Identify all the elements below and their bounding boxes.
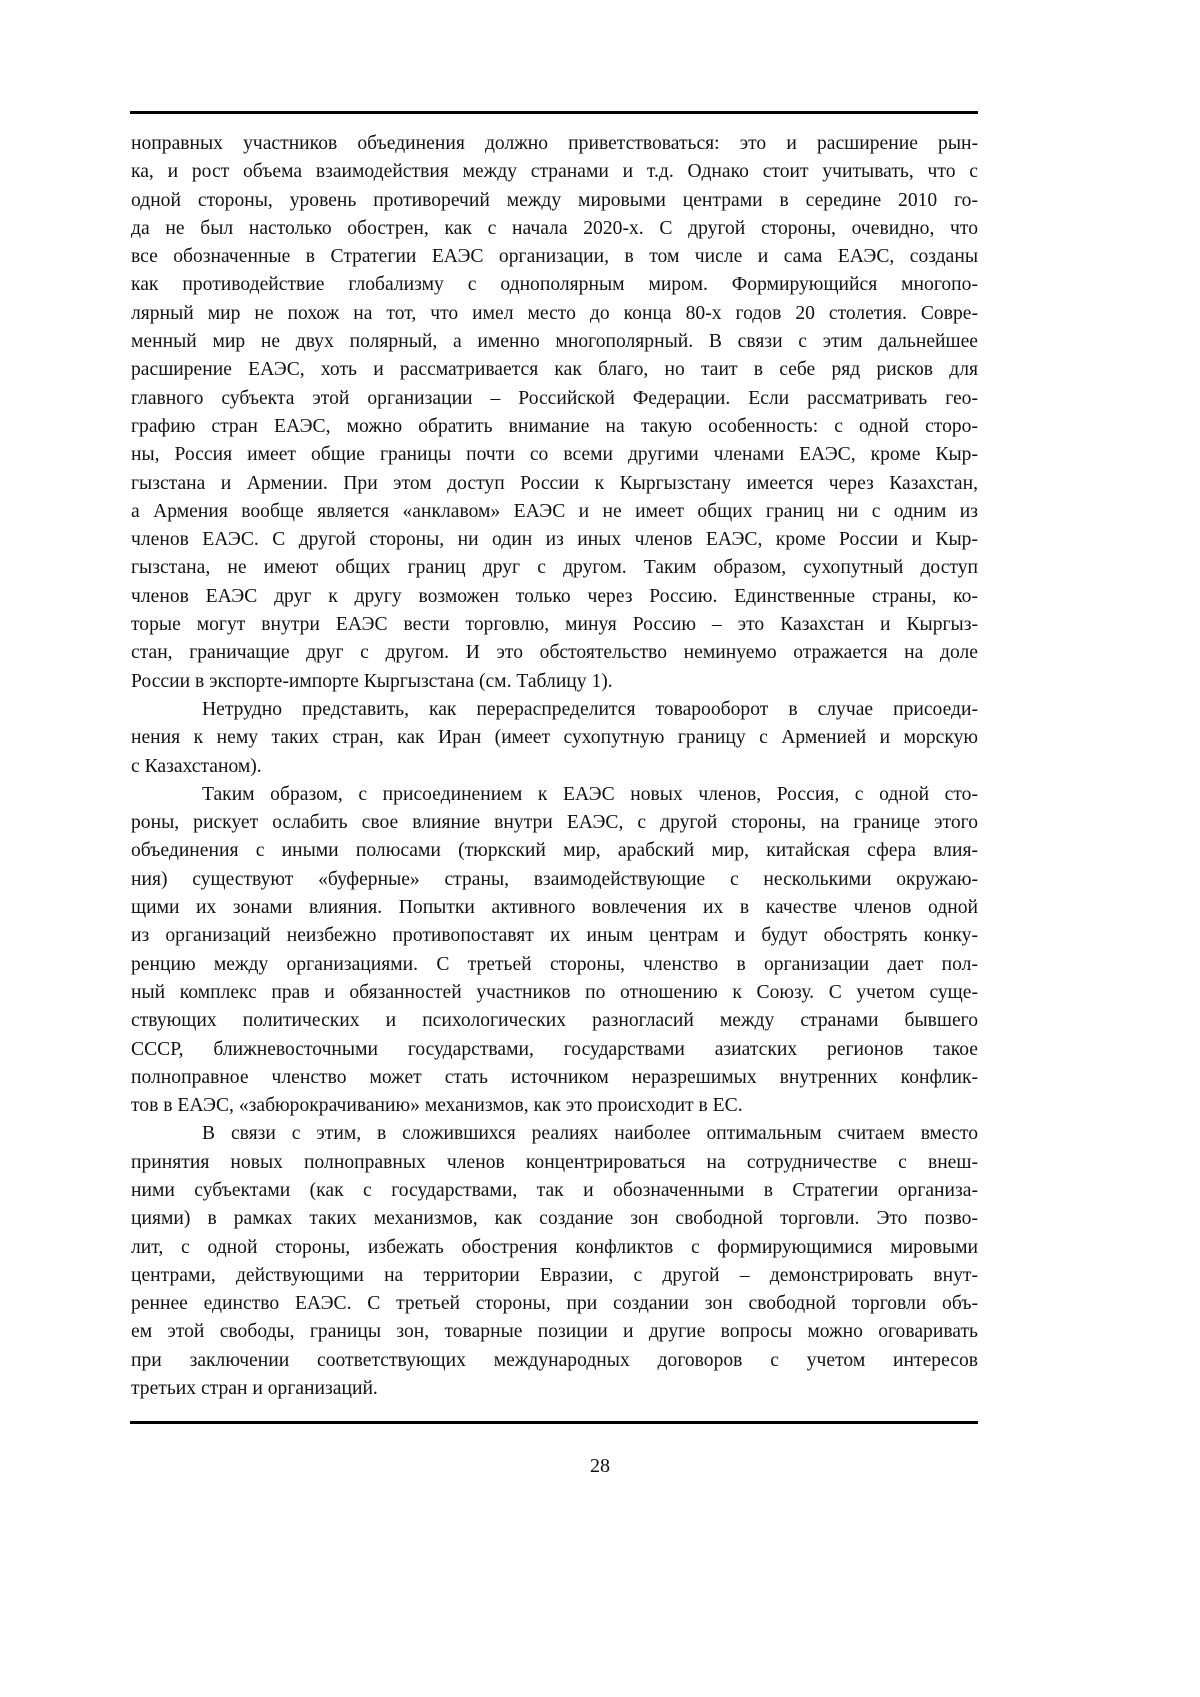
text-line: членов ЕАЭС. С другой стороны, ни один из иных членов ЕАЭС, кроме России и Кыр-: [131, 529, 978, 551]
paragraph: [131, 1120, 978, 1403]
footer-rule: [130, 1421, 978, 1424]
text-line: как противодействие глобализму с однополярным миром. Формирующийся многопо-: [131, 274, 978, 296]
text-line: одной стороны, уровень противоречий между мировыми центрами в середине 2010 го-: [131, 189, 978, 211]
text-line: а Армения вообще является «анклавом» ЕАЭС и не имеет общих границ ни с одним из: [131, 500, 978, 522]
text-line: центрами, действующими на территории Евразии, с другой – демонстрировать внут-: [131, 1264, 978, 1286]
text-line: ния) существуют «буферные» страны, взаимодействующие с несколькими окружаю-: [131, 868, 978, 890]
text-line: щими их зонами влияния. Попытки активного вовлечения их в качестве членов одной: [131, 897, 978, 919]
text-line: ка, и рост объема взаимодействия между странами и т.д. Однако стоит учитывать, что с: [131, 161, 978, 183]
page-number: 28: [590, 1455, 610, 1477]
text-line: ствующих политических и психологических разногласий между странами бывшего: [131, 1010, 978, 1032]
text-line: с Казахстаном).: [131, 755, 262, 777]
text-line: России в экспорте-импорте Кыргызстана (см. Таблицу 1).: [131, 670, 613, 692]
text-line: Нетрудно представить, как перераспределится товарооборот в случае присоеди-: [202, 698, 978, 720]
text-line: главного субъекта этой организации – Российской Федерации. Если рассматривать гео-: [131, 387, 978, 409]
text-line: лит, с одной стороны, избежать обострения конфликтов с формирующимися мировыми: [131, 1236, 978, 1258]
text-line: ними субъектами (как с государствами, так и обозначенными в Стратегии организа-: [131, 1179, 978, 1201]
text-line: гызстана, не имеют общих границ друг с другом. Таким образом, сухопутный доступ: [131, 557, 978, 579]
text-line: В связи с этим, в сложившихся реалиях наиболее оптимальным считаем вместо: [202, 1123, 978, 1145]
header-rule: [130, 111, 978, 114]
text-line: из организаций неизбежно противопоставят их иным центрам и будут обострять конку-: [131, 925, 978, 947]
text-line: полноправное членство может стать источником неразрешимых внутренних конфлик-: [131, 1066, 978, 1088]
text-line: принятия новых полноправных членов концентрироваться на сотрудничестве с внеш-: [131, 1151, 978, 1173]
text-line: расширение ЕАЭС, хоть и рассматривается как благо, но таит в себе ряд рисков для: [131, 359, 978, 381]
text-line: да не был настолько обострен, как с начала 2020-х. С другой стороны, очевидно, что: [131, 217, 978, 239]
text-line: гызстана и Армении. При этом доступ России к Кыргызстану имеется через Казахстан,: [131, 472, 978, 494]
text-line: СССР, ближневосточными государствами, государствами азиатских регионов такое: [131, 1038, 978, 1060]
text-line: ренцию между организациями. С третьей стороны, членство в организации дает пол-: [131, 953, 978, 975]
paragraph: [131, 781, 978, 1121]
text-line: ный комплекс прав и обязанностей участников по отношению к Союзу. С учетом суще-: [131, 981, 978, 1003]
text-line: реннее единство ЕАЭС. С третьей стороны, при создании зон свободной торговли объ-: [131, 1293, 978, 1315]
text-line: третьих стран и организаций.: [131, 1378, 378, 1400]
text-line: графию стран ЕАЭС, можно обратить внимание на такую особенность: с одной сторо-: [131, 415, 978, 437]
text-line: торые могут внутри ЕАЭС вести торговлю, минуя Россию – это Казахстан и Кыргыз-: [131, 614, 978, 636]
text-line: при заключении соответствующих международных договоров с учетом интересов: [131, 1349, 978, 1371]
text-line: стан, граничащие друг с другом. И это обстоятельство неминуемо отражается на доле: [131, 642, 978, 664]
text-line: роны, рискует ослабить свое влияние внутри ЕАЭС, с другой стороны, на границе этого: [131, 812, 978, 834]
text-line: тов в ЕАЭС, «забюрокрачиванию» механизмов, как это происходит в ЕС.: [131, 1095, 743, 1117]
text-line: ем этой свободы, границы зон, товарные позиции и другие вопросы можно оговаривать: [131, 1321, 978, 1343]
text-line: циями) в рамках таких механизмов, как создание зон свободной торговли. Это позво-: [131, 1208, 978, 1230]
text-line: менный мир не двух полярный, а именно многополярный. В связи с этим дальнейшее: [131, 331, 978, 353]
text-line: членов ЕАЭС друг к другу возможен только через Россию. Единственные страны, ко-: [131, 585, 978, 607]
paragraph: [131, 130, 978, 696]
text-line: ноправных участников объединения должно приветствоваться: это и расширение рын-: [131, 133, 978, 154]
text-line: Таким образом, с присоединением к ЕАЭС новых членов, Россия, с одной сто-: [202, 783, 978, 805]
body-text: [131, 130, 978, 1403]
text-line: ны, Россия имеет общие границы почти со всеми другими членами ЕАЭС, кроме Кыр-: [131, 444, 978, 466]
text-line: все обозначенные в Стратегии ЕАЭС организации, в том числе и сама ЕАЭС, созданы: [131, 246, 978, 268]
text-line: лярный мир не похож на тот, что имел место до конца 80-х годов 20 столетия. Совре-: [131, 302, 978, 324]
paragraph: [131, 696, 978, 781]
text-line: объединения с иными полюсами (тюркский мир, арабский мир, китайская сфера влия-: [131, 840, 978, 862]
text-line: нения к нему таких стран, как Иран (имеет сухопутную границу с Арменией и морскую: [131, 727, 978, 749]
